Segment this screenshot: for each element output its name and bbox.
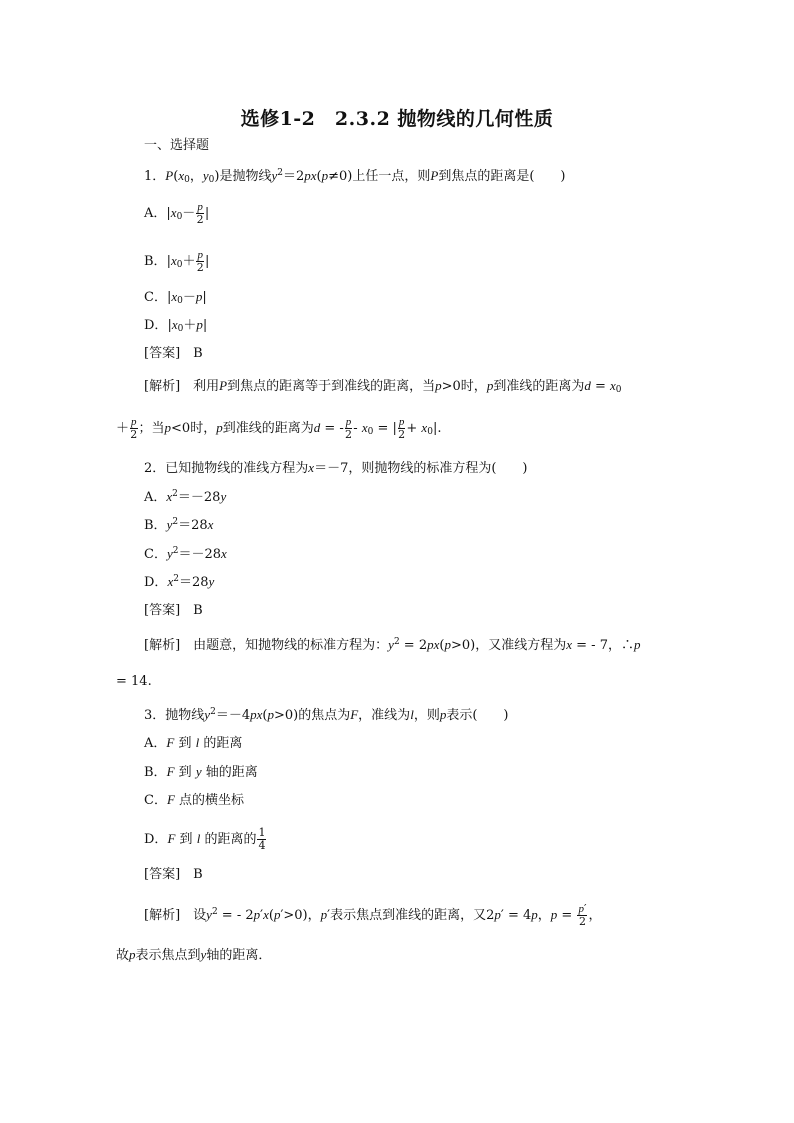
question-1-option-a: A．$|x_0-$ $\frac{p}{2}$ | <box>144 201 210 226</box>
question-3-stem: 3．抛物线$y^2=-4px(p>0)$的焦点为F，准线为l，则p表示( ) <box>144 707 509 723</box>
question-3-explanation-line-1: [解析] 设$y^2$ = - 2p′x(p′>0)，p′表示焦点到准线的距离，又2p′ = 4p，p = $\frac{p'}{2}$ ， <box>144 902 602 928</box>
question-3-answer: [答案] B <box>144 867 203 882</box>
question-2-option-b: B．$y^2=28x$ <box>144 517 214 533</box>
question-3-option-d: D．F 到 l 的距离的 $\frac{1}{4}$ <box>144 826 266 852</box>
question-2-answer: [答案] B <box>144 603 203 618</box>
question-2-explanation-line-1: [解析] 由题意，知抛物线的标准方程为：$y^2 = 2px(p>0)$，又准线方程为x = - 7，∴p <box>144 637 641 653</box>
question-3-option-b: B．F 到 y 轴的距离 <box>144 764 258 780</box>
question-2-option-d: D．$x^2=28y$ <box>144 574 215 590</box>
question-2-option-c: C．$y^2=-28x$ <box>144 546 227 562</box>
question-1-explanation-line-1: [解析] 利用P到焦点的距离等于到准线的距离，当p>0时，p到准线的距离为$d = x_0$ <box>144 378 622 395</box>
question-3-explanation-line-2: 故p表示焦点到y轴的距离． <box>116 947 272 963</box>
question-3-option-a: A．F 到 l 的距离 <box>144 735 243 751</box>
question-2-option-a: A．$x^2=-28y$ <box>144 489 227 505</box>
question-2-stem: 2．已知抛物线的准线方程为x＝－7，则抛物线的标准方程为( ) <box>144 460 528 476</box>
question-1-option-c: C．$|x_0-p|$ <box>144 289 207 306</box>
question-1-option-d: D．$|x_0+p|$ <box>144 317 208 334</box>
question-3-option-c: C．F 点的横坐标 <box>144 792 245 808</box>
question-1-answer: [答案] B <box>144 346 203 361</box>
question-1-option-b: B．$|x_0+$ $\frac{p}{2}$ | <box>144 249 210 274</box>
question-2-explanation-line-2: = 14. <box>116 674 152 689</box>
question-1-stem: 1．$P(x_0$，$y_0$)是抛物线$y^2=2px(p\ne 0)$上任一点，则P到焦点的距离是( ) <box>144 168 566 185</box>
section-heading: 一、选择题 <box>144 138 210 153</box>
page-title: 选修1-2 2.3.2 抛物线的几何性质 <box>240 108 554 130</box>
question-1-explanation-line-2: ＋ $\frac{p}{2}$ ；当p<0时，p到准线的距离为d = - $\frac{p}{2}$ - $x_0$ = | $\frac{p}{2}$ + $x_0|$. <box>116 416 442 441</box>
